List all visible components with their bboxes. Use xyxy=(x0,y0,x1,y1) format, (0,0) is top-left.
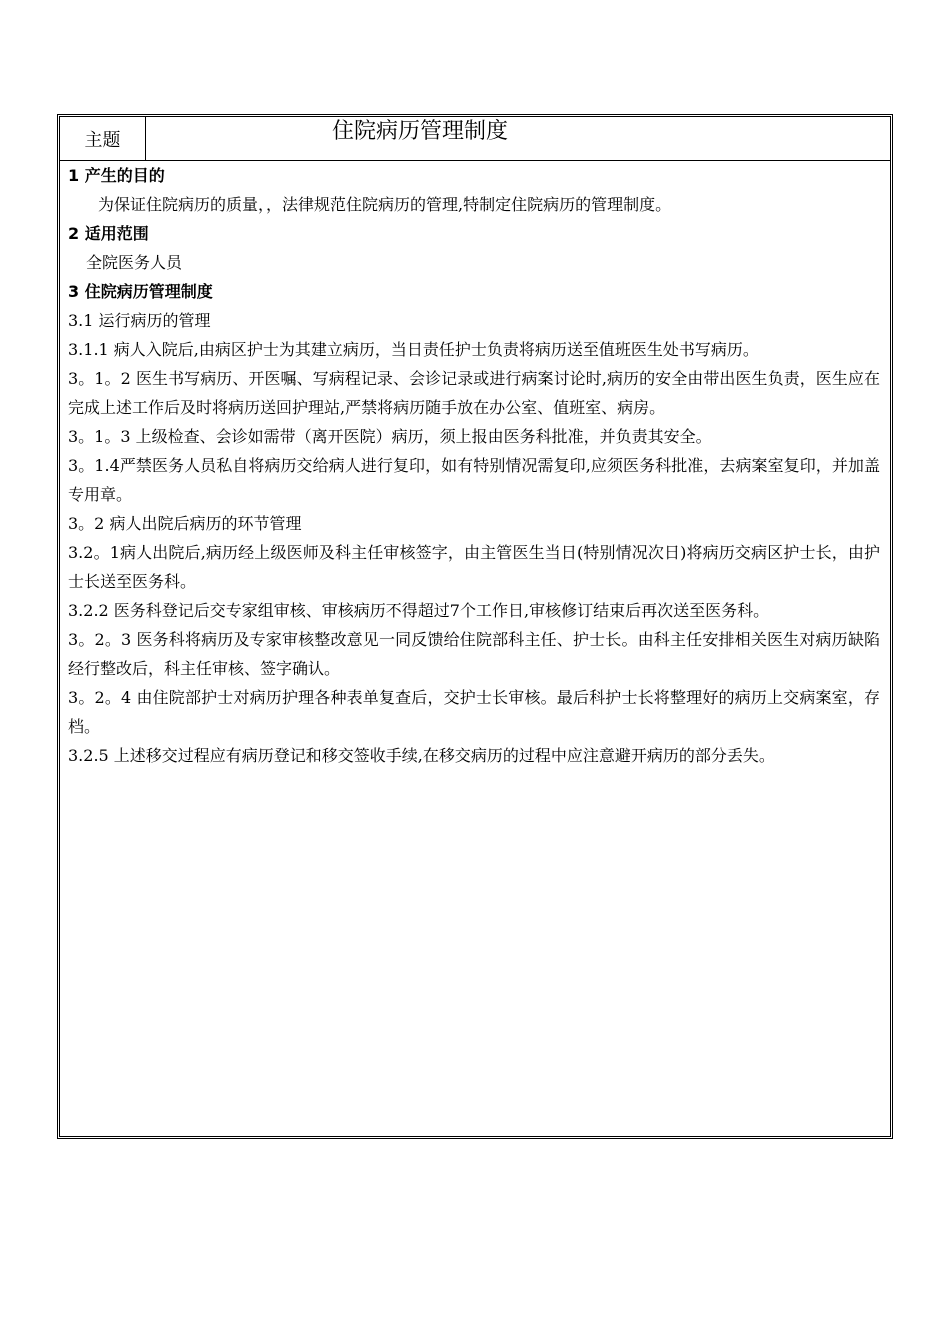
clause-3-1-3: 3。1。3 上级检查、会诊如需带（离开医院）病历，须上报由医务科批准，并负责其安全。 xyxy=(68,427,712,446)
clause-3-1-4: 3。1.4严禁医务人员私自将病历交给病人进行复印，如有特别情况需复印,应须医务科批准，去病案室复印，并加盖专用章。 xyxy=(68,456,880,504)
clause-3-2-1: 3.2。1病人出院后,病历经上级医师及科主任审核签字，由主管医生当日(特别情况次日)将病历交病区护士长，由护士长送至医务科。 xyxy=(68,543,880,591)
clause-3-2-3: 3。2。3 医务科将病历及专家审核整改意见一同反馈给住院部科主任、护士长。由科主任安排相关医生对病历缺陷经行整改后，科主任审核、签字确认。 xyxy=(68,630,880,678)
section-heading-purpose: 1 产生的目的 xyxy=(68,166,165,185)
clause-3-1-1: 3.1.1 病人入院后,由病区护士为其建立病历，当日责任护士负责将病历送至值班医生处书写病历。 xyxy=(68,340,759,359)
section-heading-scope: 2 适用范围 xyxy=(68,224,149,243)
header-row xyxy=(60,117,890,161)
clause-3-2-5: 3.2.5 上述移交过程应有病历登记和移交签收手续,在移交病历的过程中应注意避开病历的部分丢失。 xyxy=(68,746,775,765)
subject-label: 主题 xyxy=(60,117,146,160)
title-cell xyxy=(146,117,890,160)
clause-3-2-2: 3.2.2 医务科登记后交专家组审核、审核病历不得超过7个工作日,审核修订结束后再次送至医务科。 xyxy=(68,601,770,620)
section-body-scope: 全院医务人员 xyxy=(86,253,183,272)
clause-3-1-2: 3。1。2 医生书写病历、开医嘱、写病程记录、会诊记录或进行病案讨论时,病历的安全由带出医生负责，医生应在完成上述工作后及时将病历送回护理站,严禁将病历随手放在办公室、值班室、病房。 xyxy=(68,369,880,417)
clause-3-2-4: 3。2。4 由住院部护士对病历护理各种表单复查后，交护士长审核。最后科护士长将整理好的病历上交病案室，存档。 xyxy=(68,688,880,736)
section-body-purpose: 为保证住院病历的质量，，法律规范住院病历的管理,特制定住院病历的管理制度。 xyxy=(98,195,672,214)
clause-3-2: 3。2 病人出院后病历的环节管理 xyxy=(68,514,302,533)
document-title: 住院病历管理制度 xyxy=(332,119,509,144)
document-frame xyxy=(57,114,893,1139)
clause-3-1: 3.1 运行病历的管理 xyxy=(68,311,211,330)
document-body xyxy=(68,161,880,770)
section-heading-policy: 3 住院病历管理制度 xyxy=(68,282,213,301)
